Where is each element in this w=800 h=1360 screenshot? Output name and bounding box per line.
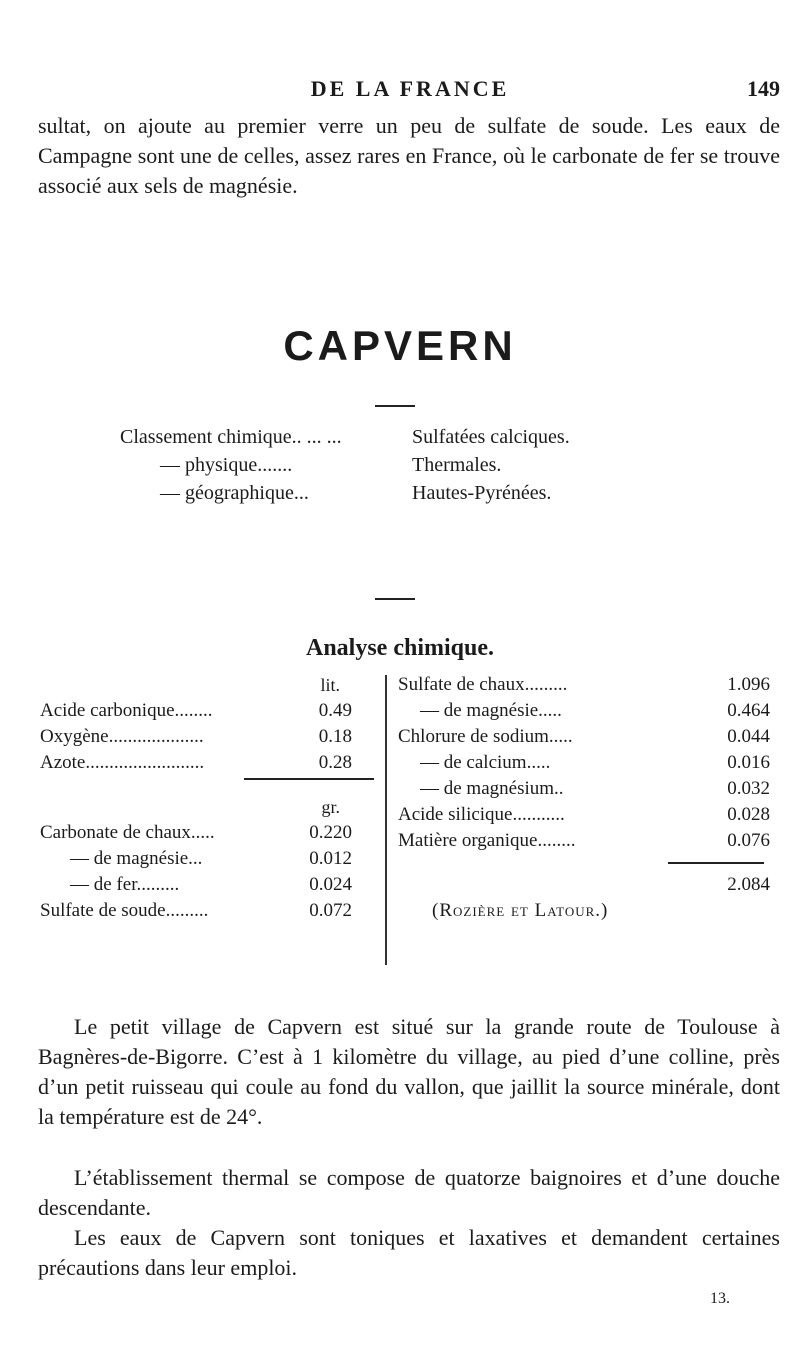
substance-value: 0.220 (309, 822, 352, 843)
substance-name: Sulfate de chaux......... (398, 674, 568, 695)
table-row (398, 750, 770, 776)
substance-name: Acide carbonique........ (40, 700, 213, 721)
unit-row (40, 672, 370, 698)
paragraph-properties: Les eaux de Capvern sont toniques et laxatives et demandent certaines précautions dans leur emploi. (38, 1225, 780, 1280)
paragraph-village: Le petit village de Capvern est situé sur la grande route de Toulouse à Bagnères-de-Bigorre. C’est à 1 kilomètre du village, au pied d’une colline, près d’un petit ruisseau qui coule au fond du vallon, que jaillit la source minérale, dont la température est de 24°. (38, 1014, 780, 1129)
substance-name: Matière organique........ (398, 830, 576, 851)
table-row (398, 724, 770, 750)
substance-name: Acide silicique........... (398, 804, 565, 825)
substance-value: 0.044 (727, 726, 770, 747)
signature-mark: 13. (710, 1290, 730, 1307)
table-row (40, 698, 370, 724)
gas-section-rule (244, 778, 374, 780)
table-row (40, 750, 370, 776)
running-title: DE LA FRANCE (310, 76, 510, 101)
substance-value: 0.464 (727, 700, 770, 721)
substance-name: Chlorure de sodium..... (398, 726, 573, 747)
substance-value: 0.032 (727, 778, 770, 799)
page-number: 149 (747, 76, 780, 101)
analysis-total: 2.084 (727, 874, 770, 895)
table-row (398, 828, 770, 854)
classification-rule (375, 598, 415, 600)
table-row (398, 776, 770, 802)
substance-value: 0.028 (727, 804, 770, 825)
running-head (40, 76, 780, 106)
table-row (40, 872, 370, 898)
unit-row (40, 794, 370, 820)
substance-name: — de magnésium.. (420, 778, 564, 799)
substance-value: 1.096 (727, 674, 770, 695)
substance-value: 0.024 (309, 874, 352, 895)
column-divider (385, 675, 387, 965)
substance-name: — de fer......... (70, 874, 180, 895)
substance-value: 0.012 (309, 848, 352, 869)
table-row (398, 802, 770, 828)
classification-block (120, 423, 680, 507)
gas-unit: lit. (320, 675, 340, 695)
classification-row (120, 479, 680, 507)
classification-value: Sulfatées calciques. (412, 426, 570, 448)
total-rule (668, 862, 764, 864)
analysis-right-column (398, 672, 770, 924)
substance-name: — de magnésie... (70, 848, 203, 869)
classification-row (120, 423, 680, 451)
substance-value: 0.072 (309, 900, 352, 921)
analysis-credit: (Rozière et Latour.) (432, 900, 609, 921)
classification-label: — physique....... (160, 454, 293, 476)
substance-name: Sulfate de soude......... (40, 900, 209, 921)
substance-value: 0.016 (727, 752, 770, 773)
substance-name: Azote......................... (40, 752, 205, 773)
analysis-title: Analyse chimique. (305, 635, 494, 661)
salt-unit: gr. (321, 797, 340, 817)
classification-label: — géographique... (160, 482, 309, 504)
table-row (40, 846, 370, 872)
substance-name: — de magnésie..... (420, 700, 562, 721)
classification-row (120, 451, 680, 479)
substance-name: — de calcium..... (420, 752, 551, 773)
section-title: CAPVERN (283, 322, 517, 369)
title-rule (375, 405, 415, 407)
paragraph-establishment: L’établissement thermal se compose de quatorze baignoires et d’une douche descendante. (38, 1165, 780, 1220)
table-row (398, 698, 770, 724)
substance-value: 0.18 (318, 726, 352, 747)
classification-value: Hautes-Pyrénées. (412, 482, 552, 504)
substance-name: Oxygène.................... (40, 726, 204, 747)
classification-value: Thermales. (412, 454, 502, 476)
table-row (40, 820, 370, 846)
table-row (40, 724, 370, 750)
paragraph-intro: sultat, on ajoute au premier verre un peu de sulfate de soude. Les eaux de Campagne sont une de celles, assez rares en France, où le carbonate de fer se trouve associé aux sels de magnésie. (38, 113, 780, 198)
classification-label: Classement chimique.. ... ... (120, 426, 342, 448)
table-row (398, 672, 770, 698)
substance-name: Carbonate de chaux..... (40, 822, 215, 843)
substance-value: 0.28 (318, 752, 352, 773)
substance-value: 0.076 (727, 830, 770, 851)
substance-value: 0.49 (318, 700, 352, 721)
table-row (40, 898, 370, 924)
analysis-left-column (40, 672, 370, 924)
